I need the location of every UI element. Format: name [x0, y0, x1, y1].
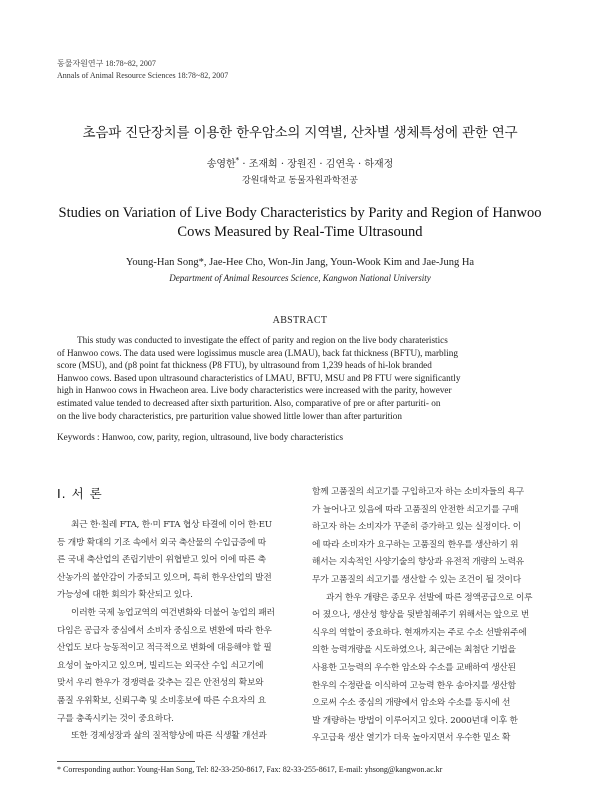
english-authors: Young-Han Song*, Jae-Hee Cho, Won-Jin Jang, Youn-Wook Kim and Jae-Jung Ha — [125, 257, 475, 268]
korean-affiliation: 강원대학교 동물자원과학전공 — [242, 176, 358, 186]
body-line: 다임은 공급자 중심에서 소비자 중심으로 변환에 따라 한우 — [57, 625, 272, 636]
abstract-body — [57, 334, 545, 422]
journal-citation — [57, 58, 228, 82]
body-line: 사용한 고능력의 우수한 암소와 수소를 교배하여 생산된 — [312, 662, 516, 673]
abstract-line: This study was conducted to investigate the effect of parity and region on the live body charateristics — [77, 335, 448, 345]
body-column-right — [312, 484, 550, 748]
body-line: 최근 한·칠레 FTA, 한·미 FTA 협상 타결에 이어 한·EU — [71, 520, 272, 530]
body-line: 함께 고품질의 쇠고기를 구입하고자 하는 소비자들의 욕구 — [312, 487, 524, 497]
abstract-heading: ABSTRACT — [272, 315, 328, 326]
body-line: 한우의 수정란을 이식하여 고능력 한우 송아지를 생산함 — [312, 680, 516, 691]
korean-author-name: 하재정 — [364, 159, 394, 170]
body-line: 구를 충족시키는 것이 중요하다. — [57, 713, 174, 724]
body-line: 품질 우위확보, 신뢰구축 및 소비홍보에 따른 수요자의 요 — [57, 695, 266, 706]
footnote-divider — [57, 761, 195, 762]
body-line: 식우의 역할이 중요하다. 현재까지는 주로 수소 선발위주에 — [312, 627, 527, 638]
english-affiliation: Department of Animal Resources Science, Kangwon National University — [169, 273, 431, 283]
english-title-line-1: Studies on Variation of Live Body Characteristics by Parity and Region of Hanwoo — [58, 205, 542, 221]
body-line: 른 국내 축산업의 존립기반이 위협받고 있어 이에 따른 축 — [57, 555, 266, 566]
abstract-line: score (MSU), and (p8 point fat thickness (P8 FTU), by ultrasound from 1,239 heads of hi-lok branded — [57, 360, 432, 371]
abstract-line: estimated value tended to decreased after sixth parturition. Also, comparative of pre or after parturiti- on — [57, 397, 441, 408]
korean-author-name: 장원진 — [287, 159, 317, 170]
korean-author-name: 조재희 — [248, 159, 278, 170]
body-line: 발 개량하는 방법이 이루어지고 있다. 2000년대 이후 한 — [312, 715, 518, 726]
corresponding-author-footnote: * Corresponding author: Young-Han Song, Tel: 82-33-250-8617, Fax: 82-33-255-8617, E-mail: yhsong@kangwon.ac.kr — [57, 765, 443, 774]
body-line: 무가 고품질의 쇠고기를 생산할 수 있는 조건이 될 것이다 — [312, 574, 521, 585]
body-line: 가능성에 대한 회의가 확산되고 있다. — [57, 590, 193, 601]
body-line: 이러한 국제 농업교역의 여건변화와 더불어 농업의 패러 — [71, 607, 275, 618]
journal-citation-en: Annals of Animal Resource Sciences 18:78~82, 2007 — [57, 71, 229, 80]
abstract-line: high in Hanwoo cows in Hwacheon area. Live body characteristics were increased with the parity, however — [57, 385, 452, 396]
english-title-line-2: Cows Measured by Real-Time Ultrasound — [177, 224, 423, 240]
body-line: 맞서 우리 한우가 경쟁력을 갖추는 길은 안전성의 확보와 — [57, 678, 264, 689]
body-line: 어 졌으나, 생산성 향상을 뒷받침해주기 위해서는 앞으로 번 — [312, 610, 530, 621]
corresponding-author-mark: * — [235, 156, 240, 165]
body-line: 으로써 수소 중심의 개량에서 암소와 수소를 동시에 선 — [312, 698, 511, 709]
body-line: 우고급육 생산 열기가 더욱 높아지면서 우수한 밑소 확 — [312, 733, 511, 744]
body-line: 과거 한우 개량은 종모우 선발에 따른 정액공급으로 이루 — [326, 592, 533, 603]
body-line: 가 늘어나고 있음에 따라 고품질의 안전한 쇠고기를 구매 — [312, 504, 519, 515]
body-line: 또한 경제성장과 삶의 질적향상에 따른 식생활 개선과 — [71, 731, 267, 742]
body-line: 등 개방 확대의 기조 속에서 외국 축산물의 수입급증에 따 — [57, 537, 266, 548]
korean-authors-names: 송영한* · 조재희 · 장원진 · 김연욱 · 하재정 — [206, 156, 394, 170]
journal-citation-kr: 동물자원연구 18:78~82, 2007 — [57, 59, 156, 68]
korean-author-name: 송영한 — [206, 159, 236, 170]
korean-author-name: 김연욱 — [325, 159, 355, 170]
body-line: 해서는 지속적인 사양기술의 향상과 유전적 개량의 노력유 — [312, 557, 524, 568]
abstract-line: of Hanwoo cows. The data used were logissimus muscle area (LMAU), back fat thickness (BFTU), marbling — [57, 347, 458, 358]
body-line: 하고자 하는 소비자가 꾸준히 증가하고 있는 실정이다. 이 — [312, 522, 521, 533]
korean-title: 초음파 진단장치를 이용한 한우암소의 지역별, 산차별 생체특성에 관한 연구 — [82, 125, 518, 141]
body-line: 요성이 높아지고 있으며, 빌리드는 외국산 수입 쇠고기에 — [57, 660, 264, 671]
korean-authors — [0, 155, 600, 170]
body-line: 산농가의 불안감이 가중되고 있으며, 특히 한우산업의 발전 — [57, 572, 272, 583]
abstract-line: Hanwoo cows. Based upon ultrasound characteristics of LMAU, BFTU, MSU and P8 FTU were significantly — [57, 372, 461, 383]
section-heading-introduction: I. 서 론 — [57, 486, 103, 501]
abstract-line: on the live body characteristics, pre parturition value showed little lower than after parturition — [57, 410, 402, 421]
body-line: 산업도 보다 능동적이고 적극적으로 변화에 대응해야 할 필 — [57, 643, 272, 654]
body-line: 의한 능력개량을 시도하였으나, 최근에는 최첨단 기법을 — [312, 645, 516, 656]
body-line: 에 따라 소비자가 요구하는 고품질의 한우를 생산하기 위 — [312, 539, 519, 550]
body-column-left — [57, 517, 302, 746]
keywords: Keywords : Hanwoo, cow, parity, region, ultrasound, live body characteristics — [57, 432, 344, 442]
english-title — [30, 204, 570, 242]
